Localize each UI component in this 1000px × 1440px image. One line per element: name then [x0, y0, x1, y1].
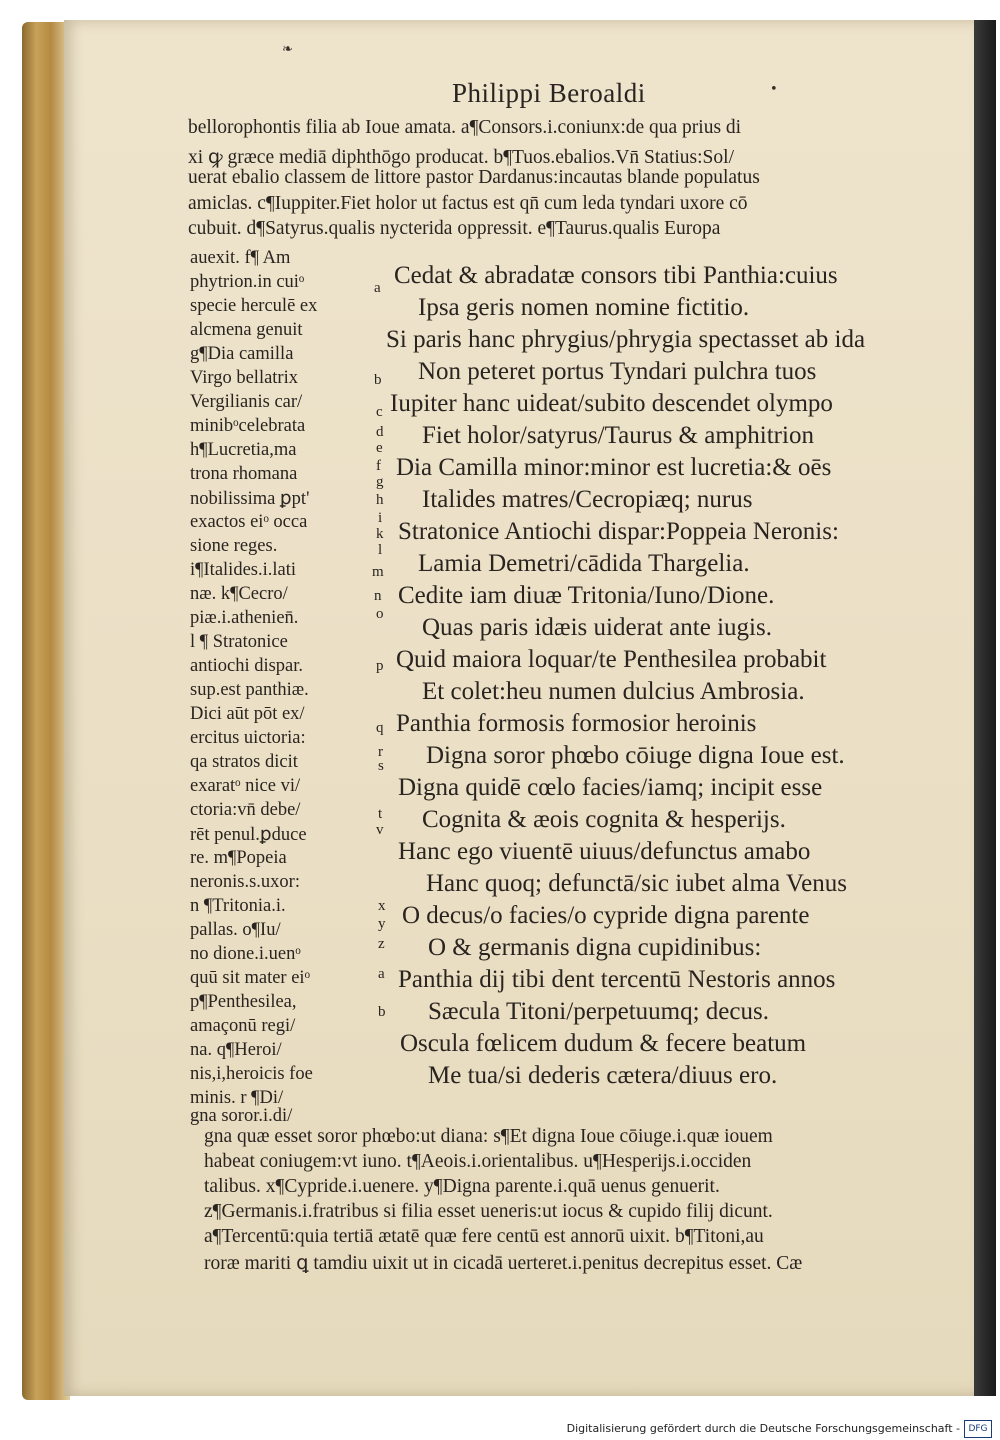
- margin-letter: k: [376, 526, 384, 542]
- margin-letter: b: [374, 372, 382, 388]
- commentary-line: næ. k¶Cecro/: [190, 584, 288, 604]
- verse-line: Non peteret portus Tyndari pulchra tuos: [418, 358, 817, 385]
- commentary-line: g¶Dia camilla: [190, 344, 294, 364]
- commentary-line: phytrion.in cuiᵒ: [190, 272, 305, 292]
- margin-letter: f: [376, 458, 381, 474]
- ink-mark: ❧: [282, 42, 293, 57]
- verse-line: Hanc ego viuentē uiuus/defunctus amabo: [398, 838, 811, 865]
- margin-letter: v: [376, 822, 384, 838]
- commentary-line: gna quæ esset soror phœbo:ut diana: s¶Et digna Ioue cōiuge.i.quæ iouem: [204, 1126, 773, 1147]
- commentary-line: trona rhomana: [190, 464, 298, 484]
- commentary-line: l ¶ Stratonice: [190, 632, 288, 652]
- commentary-line: habeat coniugem:vt iuno. t¶Aeois.i.orientalibus. u¶Hesperijs.i.occiden: [204, 1151, 752, 1172]
- margin-letter: c: [376, 404, 383, 420]
- book-page-edges: [22, 22, 70, 1400]
- commentary-line: ctoria:vn̄ debe/: [190, 800, 301, 820]
- verse-line: Sæcula Titoni/perpetuumq; decus.: [428, 998, 769, 1025]
- commentary-line: gna soror.i.di/: [190, 1106, 293, 1126]
- verse-line: Cedite iam diuæ Tritonia/Iuno/Dione.: [398, 582, 775, 609]
- verse-line: Lamia Demetri/cādida Thargelia.: [418, 550, 750, 577]
- verse-line: Quas paris idæis uiderat ante iugis.: [422, 614, 772, 641]
- margin-letter: m: [372, 564, 384, 580]
- dfg-logo: DFG: [964, 1420, 992, 1438]
- verse-line: Panthia formosis formosior heroinis: [396, 710, 757, 737]
- commentary-line: uerat ebalio classem de littore pastor Dardanus:incautas blande populatus: [188, 167, 760, 188]
- verse-line: Ipsa geris nomen nomine fictitio.: [418, 294, 750, 321]
- funding-credit: Digitalisierung gefördert durch die Deutsche Forschungsgemeinschaft -: [566, 1422, 960, 1435]
- commentary-line: rēt penul.ꝑduce: [190, 825, 307, 845]
- commentary-line: Virgo bellatrix: [190, 368, 298, 388]
- commentary-line: exaratᵒ nice vi/: [190, 776, 301, 796]
- commentary-line: amiclas. c¶Iuppiter.Fiet holor ut factus est qn̄ cum leda tyndari uxore cōᷓ: [188, 193, 763, 214]
- commentary-line: h¶Lucretia,ma: [190, 440, 297, 460]
- commentary-line: qa stratos dicit: [190, 752, 298, 772]
- running-head: Philippi Beroaldi: [452, 78, 646, 108]
- margin-letter: o: [376, 606, 384, 622]
- ink-mark: •: [770, 82, 778, 97]
- commentary-line: p¶Penthesilea,: [190, 992, 297, 1012]
- verse-line: O decus/o facies/o cypride digna parente: [402, 902, 810, 929]
- margin-letter: t: [378, 806, 383, 822]
- verse-line: Oscula fœlicem dudum & fecere beatum: [400, 1030, 807, 1057]
- verse-line: Dia Camilla minor:minor est lucretia:& oēs: [396, 454, 832, 481]
- commentary-line: n ¶Tritonia.i.: [190, 896, 286, 916]
- verse-line: Cognita & æois cognita & hesperijs.: [422, 806, 786, 833]
- margin-letter: g: [376, 474, 384, 490]
- margin-letter: h: [376, 492, 384, 508]
- margin-letter: z: [378, 936, 385, 952]
- verse-line: Stratonice Antiochi dispar:Poppeia Neronis:: [398, 518, 839, 545]
- commentary-line: xi ꝙ græce mediā diphthōgo producat. b¶Tuos.ebalios.Vn̄ Statius:Sol/: [188, 147, 734, 168]
- margin-letter: e: [376, 440, 383, 456]
- margin-letter: q: [376, 720, 384, 736]
- verse-line: Digna quidē cœlo facies/iamq; incipit esse: [398, 774, 823, 801]
- commentary-line: Vergilianis car/: [190, 392, 303, 412]
- commentary-line: quū sit mater eiᵒ: [190, 968, 310, 988]
- verse-line: Hanc quoq; defunctā/sic iubet alma Venus: [426, 870, 847, 897]
- margin-letter: x: [378, 898, 386, 914]
- commentary-line: nobilissima ꝑpt': [190, 489, 310, 509]
- verse-line: Me tua/si dederis cætera/diuus ero.: [428, 1062, 778, 1089]
- commentary-line: re. m¶Popeia: [190, 848, 287, 868]
- verse-line: O & germanis digna cupidinibus:: [428, 934, 762, 961]
- commentary-line: amaçonū regi/: [190, 1016, 296, 1036]
- commentary-line: antiochi dispar.: [190, 656, 304, 676]
- margin-letter: a: [378, 966, 385, 982]
- commentary-line: piæ.i.athenien̄.: [190, 608, 299, 628]
- margin-letter: a: [374, 280, 381, 296]
- commentary-line: alcmena genuit: [190, 320, 303, 340]
- commentary-line: na. q¶Heroi/: [190, 1040, 282, 1060]
- margin-letter: i: [378, 510, 383, 526]
- commentary-line: nis,i,heroicis foe: [190, 1064, 313, 1084]
- verse-line: Quid maiora loquar/te Penthesilea probabit: [396, 646, 827, 673]
- margin-letter: d: [376, 424, 384, 440]
- verse-line: Et colet:heu numen dulcius Ambrosia.: [422, 678, 805, 705]
- commentary-line: i¶Italides.i.lati: [190, 560, 296, 580]
- commentary-line: exactos eiᵒ occa: [190, 512, 308, 532]
- commentary-line: Dici aūt pōt ex/: [190, 704, 305, 724]
- commentary-line: bellorophontis filia ab Ioue amata. a¶Consors.i.coniunx:de qua prius di: [188, 117, 742, 138]
- commentary-line: pallas. o¶Iu/: [190, 920, 281, 940]
- verse-line: Iupiter hanc uideat/subito descendet olympo: [390, 390, 833, 417]
- page-gutter-shadow: [974, 20, 996, 1396]
- commentary-line: ercitus uictoria:: [190, 728, 306, 748]
- commentary-line: sione reges.: [190, 536, 278, 556]
- commentary-line: a¶Tercentū:quia tertiā ætatē quæ fere centū est annorū uixit. b¶Titoni,au: [204, 1226, 764, 1247]
- commentary-line: z¶Germanis.i.fratribus si filia esset ueneris:ut iocus & cupido filij dicunt.: [204, 1201, 773, 1222]
- margin-letter: p: [376, 658, 384, 674]
- commentary-line: talibus. x¶Cypride.i.uenere. y¶Digna parente.i.quā uenus genuerit.: [204, 1176, 720, 1197]
- verse-line: Panthia dij tibi dent tercentū Nestoris annos: [398, 966, 836, 993]
- commentary-line: roræ mariti ꝗ tamdiu uixit ut in cicadā uerteret.i.penitus decrepitus esset. Cæ: [204, 1253, 803, 1274]
- commentary-line: minibᵒcelebrata: [190, 416, 306, 436]
- verse-line: Fiet holor/satyrus/Taurus & amphitrion: [422, 422, 814, 449]
- margin-letter: s: [378, 758, 384, 774]
- commentary-line: auexit. f¶ Am: [190, 248, 291, 268]
- verse-line: Digna soror phœbo cōiuge digna Ioue est.: [426, 742, 845, 769]
- margin-letter: n: [374, 588, 382, 604]
- commentary-line: minis. r ¶Di/: [190, 1088, 284, 1108]
- verse-line: Italides matres/Cecropiæq; nurus: [422, 486, 753, 513]
- margin-letter: b: [378, 1004, 386, 1020]
- commentary-line: neronis.s.uxor:: [190, 872, 300, 892]
- verse-line: Si paris hanc phrygius/phrygia spectasset ab ida: [386, 326, 866, 353]
- commentary-line: specie herculē ex: [190, 296, 318, 316]
- commentary-line: sup.est panthiæ.: [190, 680, 309, 700]
- verse-line: Cedat & abradatæ consors tibi Panthia:cuius: [394, 262, 838, 289]
- margin-letter: l: [378, 542, 383, 558]
- margin-letter: r: [378, 744, 383, 760]
- margin-letter: y: [378, 916, 386, 932]
- commentary-line: cubuit. d¶Satyrus.qualis nycterida oppressit. e¶Taurus.qualis Europa: [188, 218, 721, 239]
- commentary-line: no dione.i.uenᵒ: [190, 944, 301, 964]
